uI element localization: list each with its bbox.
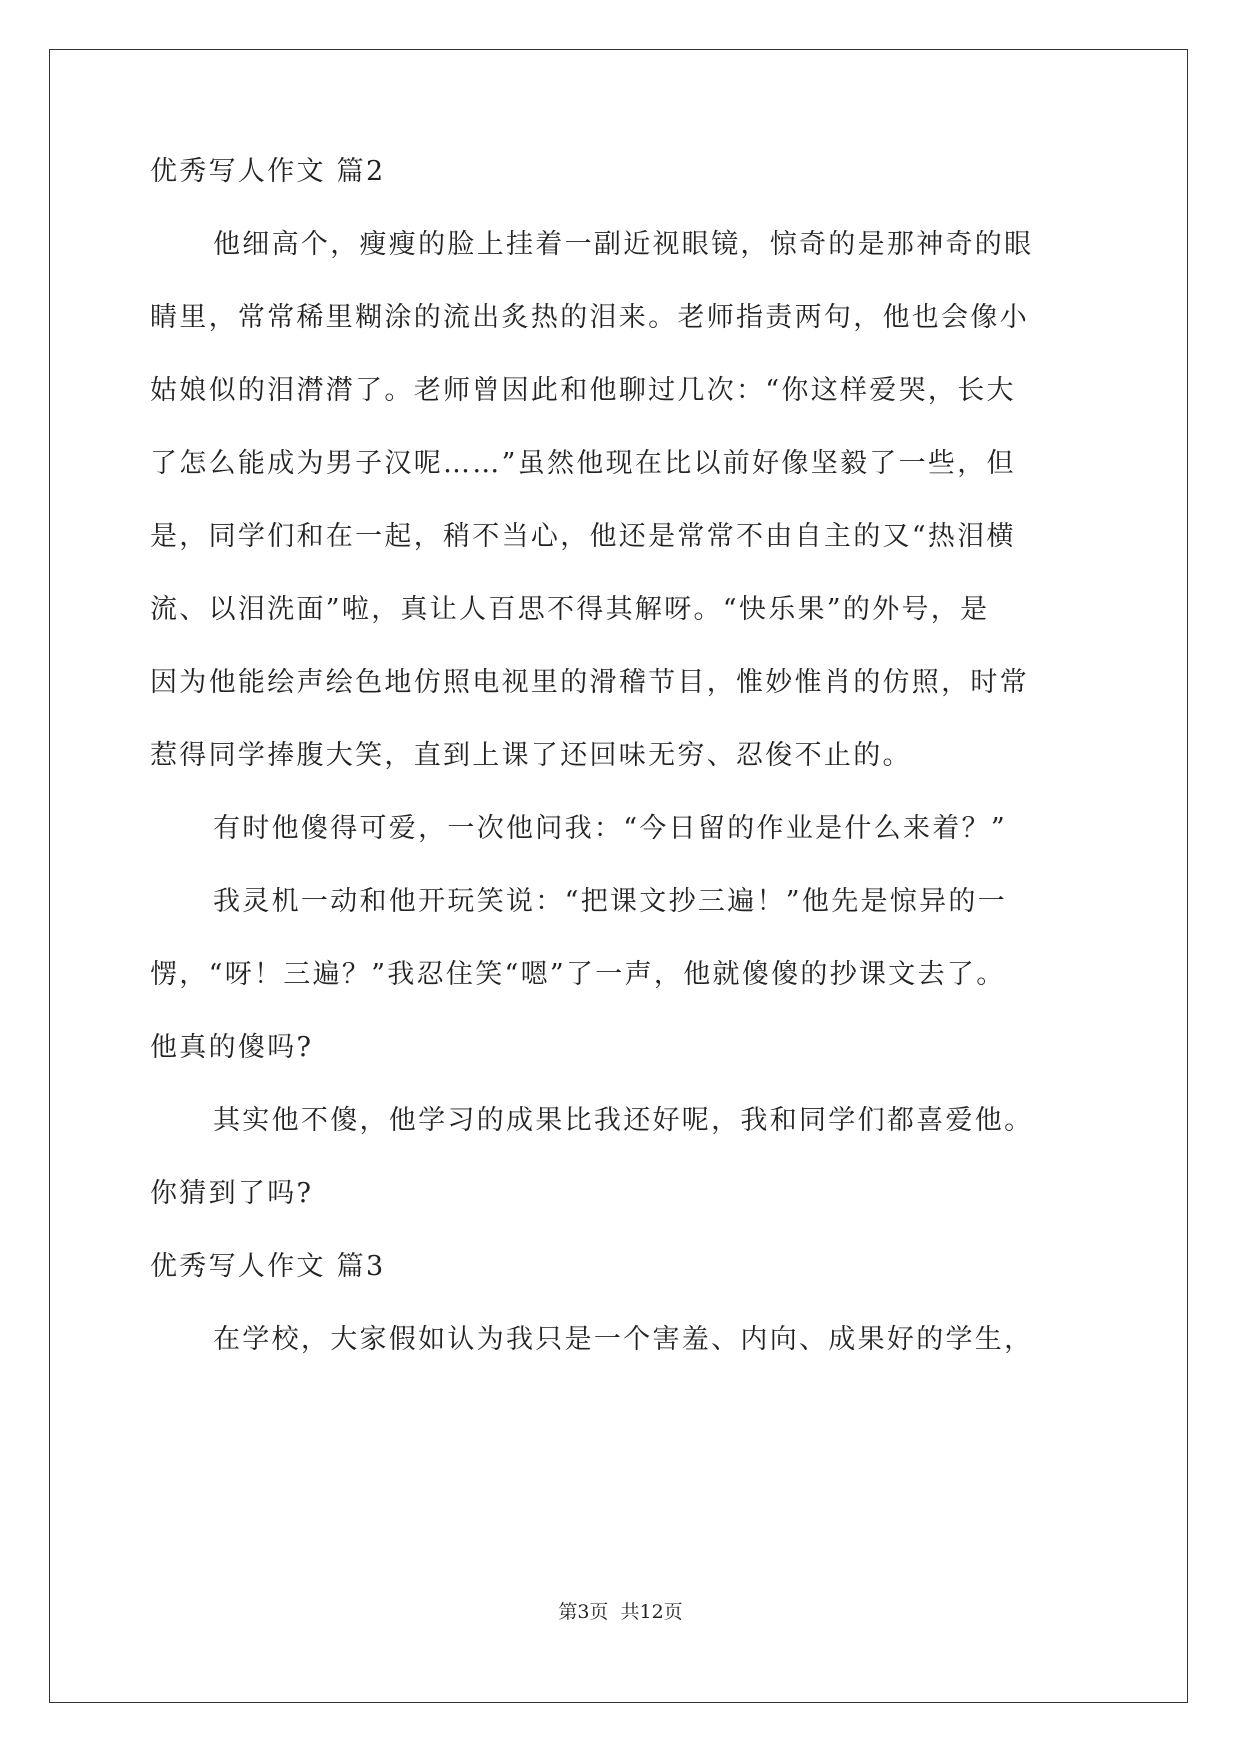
paragraph-line: 他真的傻吗?: [150, 1032, 314, 1063]
section-heading: 优秀写人作文 篇3: [150, 1251, 386, 1282]
paragraph-line: 在学校，大家假如认为我只是一个害羞、内向、成果好的学生，: [213, 1324, 1034, 1355]
page-number: 第3页 共12页: [558, 1601, 683, 1623]
paragraph-line: 睛里，常常稀里糊涂的流出炙热的泪来。老师指责两句，他也会像小: [150, 302, 1029, 333]
paragraph-line: 了怎么能成为男子汉呢……”虽然他现在比以前好像坚毅了一些，但: [150, 448, 1016, 479]
paragraph-line: 他细高个，瘦瘦的脸上挂着一副近视眼镜，惊奇的是那神奇的眼: [213, 229, 1034, 260]
paragraph-line: 姑娘似的泪潸潸了。老师曾因此和他聊过几次：“你这样爱哭，长大: [150, 375, 1016, 406]
paragraph-line: 是，同学们和在一起，稍不当心，他还是常常不由自主的又“热泪横: [150, 521, 1016, 552]
paragraph-line: 有时他傻得可爱，一次他问我：“今日留的作业是什么来着？”: [213, 813, 1008, 844]
section-heading: 优秀写人作文 篇2: [150, 156, 386, 187]
paragraph-line: 其实他不傻，他学习的成果比我还好呢，我和同学们都喜爱他。: [213, 1105, 1034, 1136]
paragraph-line: 惹得同学捧腹大笑，直到上课了还回味无穷、忍俊不止的。: [150, 740, 912, 771]
paragraph-line: 你猜到了吗?: [150, 1178, 314, 1209]
paragraph-line: 流、以泪洗面”啦，真让人百思不得其解呀。“快乐果”的外号，是: [150, 594, 990, 625]
paragraph-line: 我灵机一动和他开玩笑说：“把课文抄三遍！”他先是惊异的一: [213, 886, 1008, 917]
paragraph-line: 愣，“呀！三遍？”我忍住笑“嗯”了一声，他就傻傻的抄课文去了。: [150, 959, 1006, 990]
paragraph-line: 因为他能绘声绘色地仿照电视里的滑稽节目，惟妙惟肖的仿照，时常: [150, 667, 1029, 698]
